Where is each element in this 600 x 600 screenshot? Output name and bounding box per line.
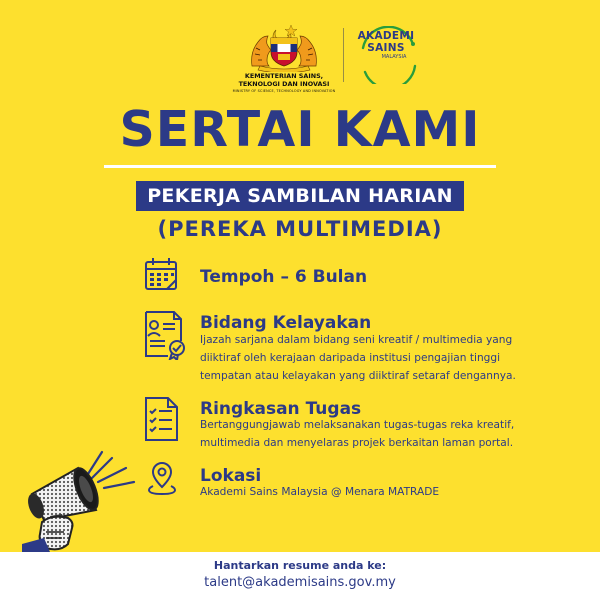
contact-email-link[interactable]: talent@akademisains.gov.my [204, 575, 396, 590]
qualification-line: Ijazah sarjana dalam bidang seni kreatif / multimedia yang [200, 334, 513, 346]
location-title: Lokasi [200, 466, 262, 486]
ministry-name-line1: KEMENTERIAN SAINS, [244, 72, 324, 80]
academy-name-line1: AKADEMI [357, 30, 415, 42]
tasks-title: Ringkasan Tugas [200, 399, 362, 419]
calendar-icon [143, 256, 181, 294]
megaphone-icon [22, 448, 152, 552]
tasks-description [200, 416, 514, 452]
ministry-name-english: MINISTRY OF SCIENCE, TECHNOLOGY AND INNOVATION [232, 89, 336, 93]
job-category-banner: PEKERJA SAMBILAN HARIAN [136, 181, 464, 211]
job-role-subtitle: (PEREKA MULTIMEDIA) [157, 217, 443, 241]
footer [0, 552, 600, 600]
tasks-line: multimedia dan menyelaras projek berkaitan laman portal. [200, 437, 514, 449]
checklist-icon [143, 396, 181, 442]
tasks-line: Bertanggungjawab melaksanakan tugas-tugas reka kreatif, [200, 419, 515, 431]
qualification-line: diiktiraf oleh kerajaan daripada institusi pengajian tinggi [200, 352, 501, 364]
qualification-line: tempatan atau kelayakan yang diiktiraf setaraf dengannya. [200, 370, 516, 382]
footer-label: Hantarkan resume anda ke: [213, 559, 387, 572]
qualification-description [200, 331, 516, 385]
qualification-title: Bidang Kelayakan [200, 313, 372, 333]
academy-name-line2: SAINS [367, 42, 405, 54]
page-title: SERTAI KAMI [119, 101, 481, 158]
location-line: Akademi Sains Malaysia @ Menara MATRADE [200, 486, 440, 498]
ministry-name-line2: TEKNOLOGI DAN INOVASI [238, 80, 330, 88]
logo-divider [343, 28, 344, 82]
location-description [200, 483, 439, 501]
ministry-logo [228, 22, 340, 100]
academy-logo [353, 22, 423, 88]
malaysia-coat-of-arms-icon [238, 22, 330, 72]
academy-name-line3: MALAYSIA [381, 54, 407, 60]
duration-title: Tempoh – 6 Bulan [200, 267, 368, 287]
certificate-icon [143, 310, 187, 360]
title-underline [104, 165, 496, 168]
